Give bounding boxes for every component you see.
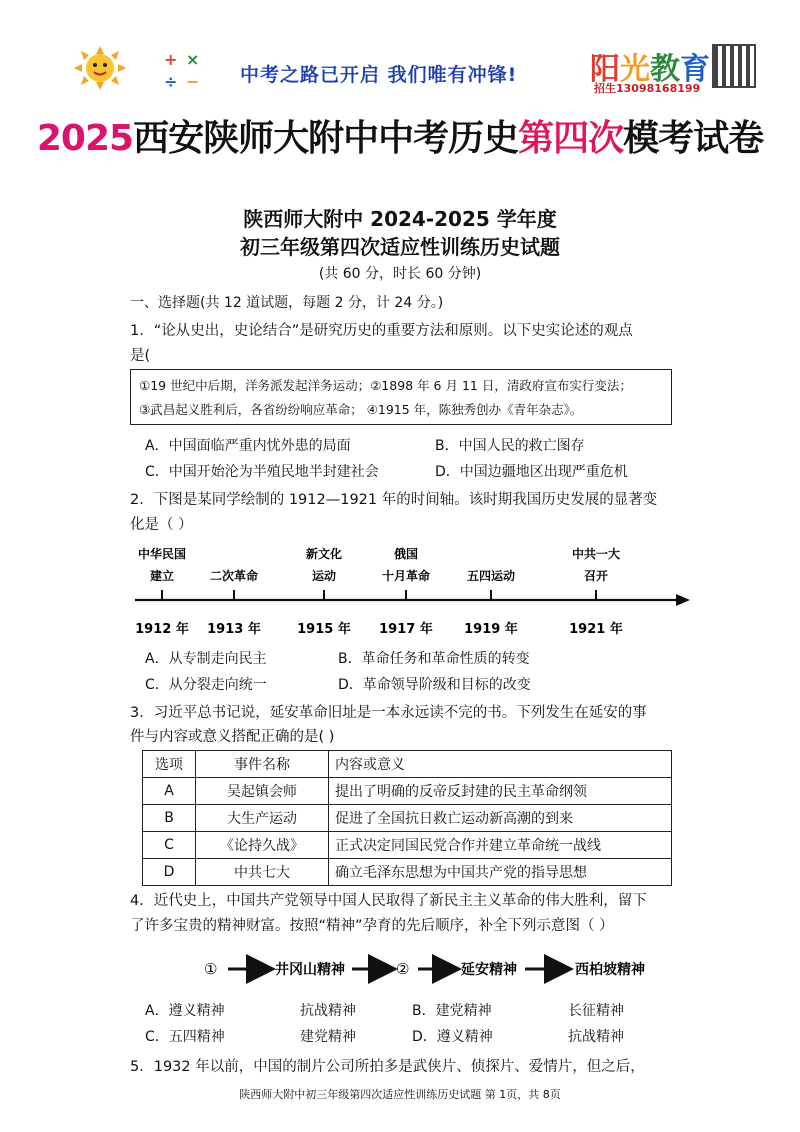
q1-option-c[interactable]: C．中国开始沦为半殖民地半封建社会 — [145, 464, 379, 480]
table-cell: 确立毛泽东思想为中国共产党的指导思想 — [329, 859, 672, 886]
slogan: 中考之路已开启 我们唯有冲锋! — [240, 64, 518, 86]
table-row[interactable] — [143, 778, 672, 805]
table-header: 选项 — [143, 751, 196, 778]
table-header: 内容或意义 — [329, 751, 672, 778]
table-row[interactable] — [143, 832, 672, 859]
sun-logo-icon — [70, 44, 130, 94]
timeline-event-label: 召开 — [583, 569, 609, 583]
timeline-year-label: 1917 年 — [379, 622, 433, 637]
q1-option-a[interactable]: A．中国面临严重内忧外患的局面 — [145, 438, 351, 454]
q2-option-b[interactable]: B．革命任务和革命性质的转变 — [338, 651, 530, 667]
q2-stem-line2: 化是（ ） — [130, 517, 193, 533]
timeline-event-label: 二次革命 — [209, 569, 259, 583]
timeline-event-label: 五四运动 — [466, 569, 516, 583]
table-header: 事件名称 — [196, 751, 329, 778]
q2-option-d[interactable]: D．革命领导阶级和目标的改变 — [338, 677, 531, 693]
flow-jinggangshan: 井冈山精神 — [275, 962, 345, 978]
q4-option-b-2: 长征精神 — [568, 1003, 624, 1019]
timeline-event-label: 中华民国 — [137, 547, 187, 561]
q1-option-b[interactable]: B．中国人民的救亡图存 — [435, 438, 585, 454]
timeline-event-label: 建立 — [149, 569, 175, 583]
q4-option-c[interactable]: C．五四精神 — [145, 1029, 225, 1045]
timeline-year-label: 1912 年 — [135, 622, 189, 637]
q3-stem-line2: 件与内容或意义搭配正确的是( ) — [130, 729, 335, 745]
q1-box-line1: ①19 世纪中后期，洋务派发起洋务运动；②1898 年 6 月 11 日，清政府宣布实行变法； — [139, 378, 632, 393]
timeline-event-label: 中共一大 — [571, 547, 621, 561]
exam-banner-title: 2025西安陕师大附中中考历史第四次模考试卷 — [36, 118, 764, 159]
timeline-event-label: 俄国 — [393, 547, 419, 561]
flow-xibaipo: 西柏坡精神 — [575, 962, 645, 978]
table-row[interactable] — [143, 859, 672, 886]
q4-option-c-2: 建党精神 — [300, 1029, 356, 1045]
table-row[interactable] — [143, 805, 672, 832]
table-cell: 大生产运动 — [196, 805, 329, 832]
q2-stem-line1: 2．下图是某同学绘制的 1912—1921 年的时间轴。该时期我国历史发展的显著变 — [130, 492, 658, 508]
table-cell: A — [143, 778, 196, 805]
q4-option-d-2: 抗战精神 — [568, 1029, 624, 1045]
q1-box-line2: ③武昌起义胜利后，各省纷纷响应革命； ④1915 年，陈独秀创办《青年杂志》。 — [139, 402, 583, 417]
q1-stem-line2: 是( — [130, 348, 151, 364]
section-heading: 一、选择题(共 12 道试题，每题 2 分，计 24 分。) — [130, 295, 444, 311]
timeline-year-label: 1919 年 — [464, 622, 518, 637]
table-header-row — [143, 751, 672, 778]
table-cell: C — [143, 832, 196, 859]
table-cell: 吴起镇会师 — [196, 778, 329, 805]
q4-stem-line2: 了许多宝贵的精神财富。按照“精神”孕育的先后顺序，补全下列示意图（ ） — [130, 918, 614, 934]
q5-stem-line1: 5．1932 年以前，中国的制片公司所拍多是武侠片、侦探片、爱情片，但之后， — [130, 1059, 645, 1075]
q2-option-a[interactable]: A．从专制走向民主 — [145, 651, 267, 667]
flow-yanan: 延安精神 — [461, 962, 517, 978]
exam-meta: (共 60 分，时长 60 分钟) — [318, 266, 482, 282]
q4-option-a-2: 抗战精神 — [300, 1003, 356, 1019]
timeline-event-label: 十月革命 — [381, 569, 431, 583]
q4-option-a[interactable]: A．遵义精神 — [145, 1003, 225, 1019]
q4-stem-line1: 4．近代史上，中国共产党领导中国人民取得了新民主主义革命的伟大胜利，留下 — [130, 893, 647, 909]
timeline-year-label: 1915 年 — [297, 622, 351, 637]
q3-stem-line1: 3．习近平总书记说，延安革命旧址是一本永远读不完的书。下列发生在延安的事 — [130, 705, 647, 721]
table-cell: 提出了明确的反帝反封建的民主革命纲领 — [329, 778, 672, 805]
q1-material-box — [130, 369, 672, 425]
school-year-title: 陕西师大附中 2024-2025 学年度 — [243, 207, 557, 231]
flow-blank-2: ② — [396, 960, 410, 978]
q2-timeline — [0, 540, 800, 645]
table-cell: 促进了全国抗日救亡运动新高潮的到来 — [329, 805, 672, 832]
math-symbols: + × ÷ − — [164, 50, 200, 91]
q1-option-d[interactable]: D．中国边疆地区出现严重危机 — [435, 464, 628, 480]
timeline-event-label: 新文化 — [305, 547, 343, 561]
q4-flow-diagram — [0, 950, 800, 986]
brand-phone: 招生13098168199 — [594, 82, 701, 95]
timeline-arrow — [676, 594, 690, 606]
q4-option-d[interactable]: D．遵义精神 — [412, 1029, 493, 1045]
table-cell: D — [143, 859, 196, 886]
q1-stem-line1: 1．“论从史出，史论结合”是研究历史的重要方法和原则。以下史实论述的观点 — [130, 323, 633, 339]
page-footer: 陕西师大附中初三年级第四次适应性训练历史试题 第 1页，共 8页 — [239, 1088, 561, 1101]
timeline-year-label: 1913 年 — [207, 622, 261, 637]
qr-code-icon — [712, 44, 756, 88]
q2-option-c[interactable]: C．从分裂走向统一 — [145, 677, 267, 693]
table-cell: 中共七大 — [196, 859, 329, 886]
timeline-year-label: 1921 年 — [569, 622, 623, 637]
table-cell: 《论持久战》 — [196, 832, 329, 859]
table-cell: 正式决定同国民党合作并建立革命统一战线 — [329, 832, 672, 859]
brand-name: 阳光教育 — [590, 52, 710, 87]
q4-option-b[interactable]: B．建党精神 — [412, 1003, 492, 1019]
timeline-event-label: 运动 — [311, 569, 337, 583]
q3-table — [142, 750, 672, 886]
exam-title: 初三年级第四次适应性训练历史试题 — [240, 235, 560, 259]
flow-blank-1: ① — [204, 960, 218, 978]
table-cell: B — [143, 805, 196, 832]
